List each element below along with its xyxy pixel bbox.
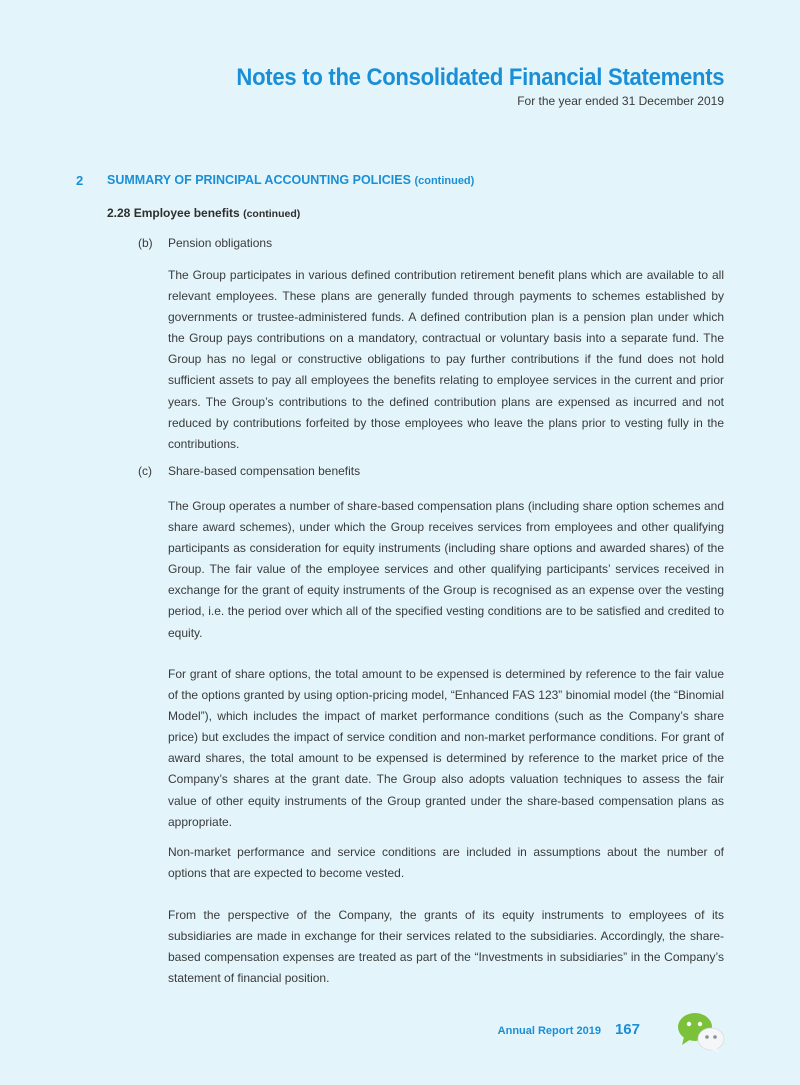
report-name: Annual Report 2019: [497, 1025, 601, 1037]
paragraph-company-perspective: From the perspective of the Company, the grants of its equity instruments to employees of its subsidiaries are made in exchange for their services related to the subsidiaries. Accordingly, the share-based compensation expenses are treated as part of the “Investments in subsidiaries” in the Company’s statement of financial position.: [168, 908, 724, 986]
subsection-continued: (continued): [243, 208, 301, 220]
item-label: Pension obligations: [168, 236, 273, 250]
paragraph-share-plans: The Group operates a number of share-based compensation plans (including share option schemes and share award schemes), under which the Group receives services from employees and other qualifying participants as consideration for equity instruments (including share options and awarded shares) of the Group. The fair value of the employee services and other qualifying participants’ services received in exchange for the grant of equity instruments of the Group is recognised as an expense over the vesting period, i.e. the period over which all of the specified vesting conditions are to be satisfied and credited to equity.: [168, 499, 724, 640]
item-mark: (b): [138, 236, 153, 250]
page-number: 167: [614, 1021, 640, 1038]
page-title: Notes to the Consolidated Financial Statements: [236, 64, 724, 91]
item-mark: (c): [138, 464, 152, 478]
page-header: [194, 64, 724, 108]
wechat-logo-icon: [676, 1010, 726, 1054]
paragraph-share-options: For grant of share options, the total amount to be expensed is determined by reference to the fair value of the options granted by using option-pricing model, “Enhanced FAS 123” binomial model (the “Binomial Model”), which includes the impact of market performance conditions (such as the Company’s share price) but excludes the impact of service condition and non-market performance conditions. For grant of award shares, the total amount to be expensed is determined by reference to the market price of the Company’s shares at the grant date. The Group also adopts valuation techniques to assess the fair value of other equity instruments of the Group granted under the share-based compensation plans as appropriate.: [168, 667, 724, 829]
item-label: Share-based compensation benefits: [168, 464, 361, 478]
subsection-heading: [107, 206, 300, 220]
subsection-title: 2.28 Employee benefits: [107, 206, 240, 220]
page-footer: [498, 1021, 640, 1038]
item-b-heading: [138, 236, 272, 250]
paragraph-vesting-conditions: Non-market performance and service conditions are included in assumptions about the number of options that are expected to become vested.: [168, 845, 724, 881]
section-continued: (continued): [414, 175, 475, 187]
item-c-heading: [138, 464, 360, 478]
section-number: 2: [76, 173, 84, 188]
section-heading: [76, 173, 726, 188]
paragraph-pension: The Group participates in various defined contribution retirement benefit plans which are available to all relevant employees. These plans are generally funded through payments to schemes established by governments or trustee-administered funds. A defined contribution plan is a pension plan under which the Group pays contributions on a mandatory, contractual or voluntary basis into a separate fund. The Group has no legal or constructive obligations to pay further contributions if the fund does not hold sufficient assets to pay all employees the benefits relating to employee services in the current and prior years. The Group’s contributions to the defined contribution plans are expensed as incurred and not reduced by contributions forfeited by those employees who leave the plans prior to vesting fully in the contributions.: [168, 268, 724, 451]
section-title: SUMMARY OF PRINCIPAL ACCOUNTING POLICIES: [107, 173, 411, 187]
page-subtitle: For the year ended 31 December 2019: [517, 94, 724, 108]
